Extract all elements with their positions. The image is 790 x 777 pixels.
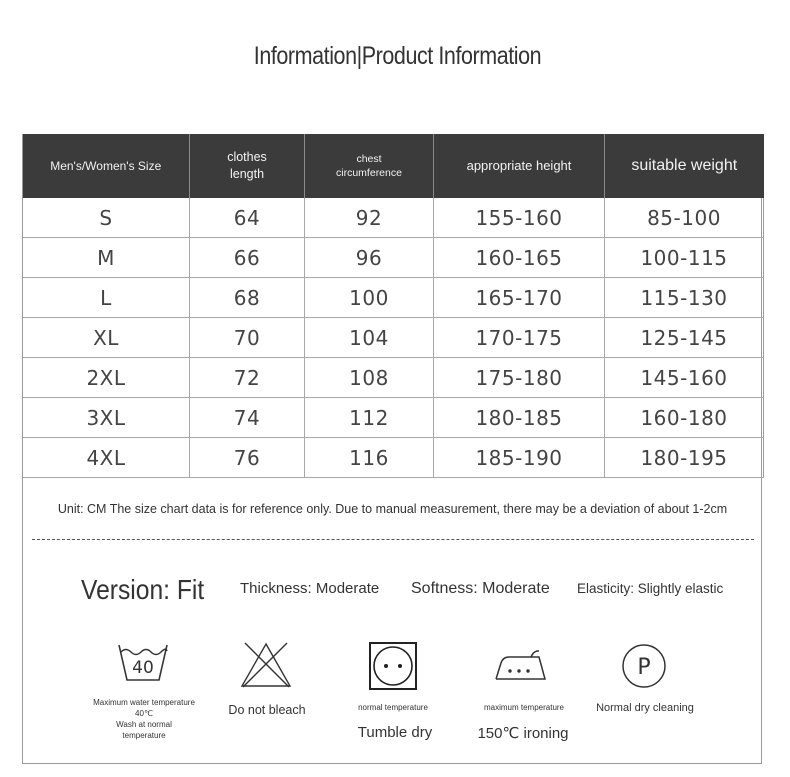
- header-suitable-weight: suitable weight: [605, 134, 764, 198]
- cell-weight: 125-145: [605, 318, 764, 358]
- cell-length: 72: [190, 358, 305, 398]
- cell-height: 180-185: [434, 398, 605, 438]
- thickness-label: Thickness: Moderate: [240, 580, 380, 597]
- table-header-row: [23, 134, 764, 198]
- cell-size: 4XL: [23, 438, 190, 478]
- no-bleach-icon: [239, 641, 293, 689]
- dryclean-caption: Normal dry cleaning: [596, 702, 694, 714]
- page-title: Information|Product Information: [253, 42, 542, 70]
- table-row: [23, 198, 764, 238]
- header-size: Men's/Women's Size: [23, 134, 190, 198]
- header-clothes-length: clothes length: [190, 134, 305, 198]
- size-chart-table: [22, 134, 764, 478]
- cell-weight: 180-195: [605, 438, 764, 478]
- cell-length: 76: [190, 438, 305, 478]
- cell-weight: 160-180: [605, 398, 764, 438]
- cell-size: XL: [23, 318, 190, 358]
- cell-size: L: [23, 278, 190, 318]
- table-row: [23, 398, 764, 438]
- cell-weight: 100-115: [605, 238, 764, 278]
- cell-chest: 100: [305, 278, 434, 318]
- dry-clean-letter: P: [637, 655, 651, 680]
- cell-size: S: [23, 198, 190, 238]
- dry-small-caption: normal temperature: [358, 703, 428, 712]
- cell-chest: 112: [305, 398, 434, 438]
- cell-weight: 145-160: [605, 358, 764, 398]
- cell-chest: 104: [305, 318, 434, 358]
- cell-chest: 108: [305, 358, 434, 398]
- cell-length: 68: [190, 278, 305, 318]
- table-row: [23, 318, 764, 358]
- dry-caption: Tumble dry: [357, 724, 433, 741]
- cell-size: 2XL: [23, 358, 190, 398]
- cell-chest: 116: [305, 438, 434, 478]
- table-row: [23, 438, 764, 478]
- header-appropriate-height: appropriate height: [434, 134, 605, 198]
- cell-height: 155-160: [434, 198, 605, 238]
- cell-height: 160-165: [434, 238, 605, 278]
- iron-small-caption: maximum temperature: [483, 703, 565, 712]
- softness-label: Softness: Moderate: [411, 580, 550, 597]
- dotted-divider: [32, 539, 754, 540]
- cell-height: 165-170: [434, 278, 605, 318]
- cell-height: 185-190: [434, 438, 605, 478]
- cell-size: 3XL: [23, 398, 190, 438]
- cell-size: M: [23, 238, 190, 278]
- wash-temperature-number: 40: [132, 658, 154, 678]
- cell-length: 64: [190, 198, 305, 238]
- cell-length: 70: [190, 318, 305, 358]
- iron-icon: [493, 648, 547, 682]
- cell-length: 74: [190, 398, 305, 438]
- size-note: Unit: CM The size chart data is for reference only. Due to manual measurement, there may be a deviation of about 1-2cm: [57, 502, 728, 516]
- cell-height: 170-175: [434, 318, 605, 358]
- cell-length: 66: [190, 238, 305, 278]
- cell-chest: 96: [305, 238, 434, 278]
- elasticity-label: Elasticity: Slightly elastic: [577, 581, 724, 596]
- cell-height: 175-180: [434, 358, 605, 398]
- tumble-dry-icon: [369, 642, 417, 690]
- header-chest-circumference: chest circumference: [305, 134, 434, 198]
- table-row: [23, 278, 764, 318]
- cell-weight: 115-130: [605, 278, 764, 318]
- table-row: [23, 238, 764, 278]
- iron-caption: 150℃ ironing: [477, 725, 569, 742]
- version-label: Version: Fit: [81, 574, 205, 605]
- cell-weight: 85-100: [605, 198, 764, 238]
- wash-caption: Maximum water temperature 40℃ Wash at normal temperature: [93, 698, 195, 740]
- bleach-caption: Do not bleach: [228, 703, 306, 717]
- dry-clean-icon: [621, 643, 667, 689]
- wash-tub-icon: [117, 640, 169, 686]
- cell-chest: 92: [305, 198, 434, 238]
- table-row: [23, 358, 764, 398]
